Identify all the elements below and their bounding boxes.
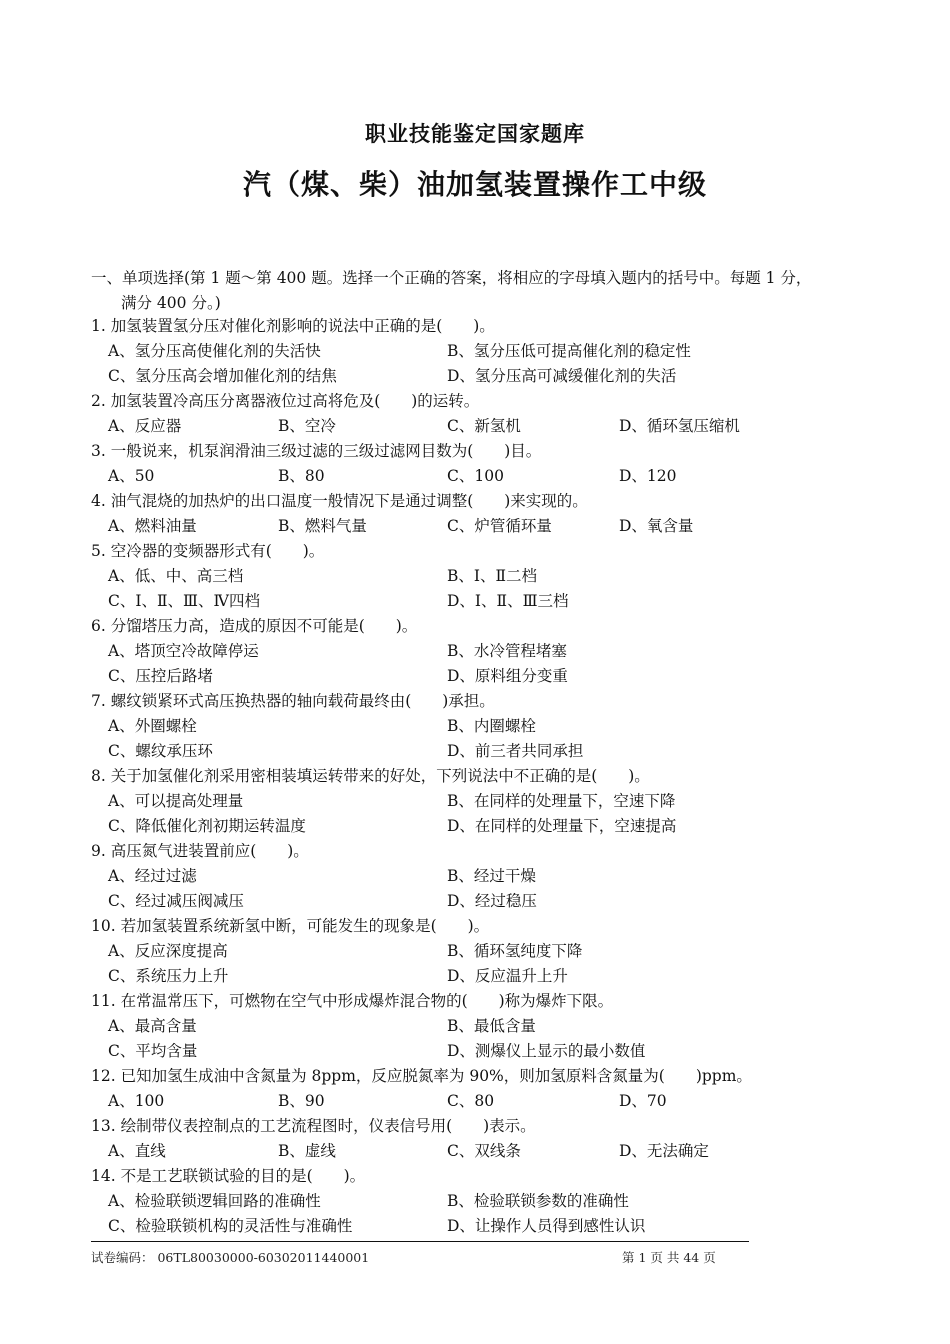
option-c: C、系统压力上升 <box>108 967 229 985</box>
options-row <box>91 339 881 364</box>
options-row <box>91 364 881 389</box>
option-b: B、80 <box>278 467 325 485</box>
question-stem: 3. 一般说来，机泵润滑油三级过滤的三级过滤网目数为( )目。 <box>91 442 542 460</box>
options-row <box>91 964 881 989</box>
option-c: C、80 <box>447 1092 495 1110</box>
option-d: D、循环氢压缩机 <box>619 417 740 435</box>
section-instructions-line1: 一、单项选择(第 1 题～第 400 题。选择一个正确的答案，将相应的字母填入题内的括号中。每题 1 分， <box>91 269 812 287</box>
section-instructions-line2: 满分 400 分。) <box>121 294 221 312</box>
option-c: C、新氢机 <box>447 417 521 435</box>
options-row <box>91 889 881 914</box>
option-b: B、最低含量 <box>447 1017 536 1035</box>
question-stem: 10. 若加氢装置系统新氢中断，可能发生的现象是( )。 <box>91 917 490 935</box>
option-a: A、氢分压高使催化剂的失活快 <box>108 342 321 360</box>
option-d: D、氧含量 <box>619 517 694 535</box>
option-b: B、空冷 <box>278 417 336 435</box>
option-c: C、100 <box>447 467 504 485</box>
options-row <box>91 714 881 739</box>
option-c: C、压控后路堵 <box>108 667 213 685</box>
option-d: D、在同样的处理量下，空速提高 <box>447 817 677 835</box>
options-row <box>91 639 881 664</box>
option-d: D、氢分压高可减缓催化剂的失活 <box>447 367 677 385</box>
option-c: C、炉管循环量 <box>447 517 552 535</box>
option-b: B、虚线 <box>278 1142 336 1160</box>
option-d: D、120 <box>619 467 677 485</box>
option-a: A、外圈螺栓 <box>108 717 197 735</box>
options-row <box>91 664 881 689</box>
section-instructions <box>91 266 866 316</box>
question-list <box>91 314 881 1239</box>
document-title: 职业技能鉴定国家题库 <box>365 122 585 146</box>
options-row <box>91 414 881 439</box>
question-stem: 5. 空冷器的变频器形式有( )。 <box>91 542 325 560</box>
option-b: B、检验联锁参数的准确性 <box>447 1192 629 1210</box>
question-stem: 7. 螺纹锁紧环式高压换热器的轴向载荷最终由( )承担。 <box>91 692 495 710</box>
options-row <box>91 1014 881 1039</box>
option-c: C、检验联锁机构的灵活性与准确性 <box>108 1217 353 1235</box>
option-c: C、双线条 <box>447 1142 521 1160</box>
options-row <box>91 1214 881 1239</box>
option-d: D、前三者共同承担 <box>447 742 584 760</box>
option-d: D、Ⅰ、Ⅱ、Ⅲ三档 <box>447 592 569 610</box>
options-row <box>91 464 881 489</box>
option-c: C、螺纹承压环 <box>108 742 213 760</box>
option-a: A、检验联锁逻辑回路的准确性 <box>108 1192 321 1210</box>
options-row <box>91 1089 881 1114</box>
option-d: D、原料组分变重 <box>447 667 568 685</box>
question-stem: 6. 分馏塔压力高，造成的原因不可能是( )。 <box>91 617 418 635</box>
options-row <box>91 739 881 764</box>
options-row <box>91 1189 881 1214</box>
options-row <box>91 789 881 814</box>
question-stem: 13. 绘制带仪表控制点的工艺流程图时，仪表信号用( )表示。 <box>91 1117 536 1135</box>
option-b: B、燃料气量 <box>278 517 367 535</box>
options-row <box>91 514 881 539</box>
option-d: D、70 <box>619 1092 667 1110</box>
option-d: D、测爆仪上显示的最小数值 <box>447 1042 646 1060</box>
option-a: A、直线 <box>108 1142 166 1160</box>
options-row <box>91 1139 881 1164</box>
option-a: A、低、中、高三档 <box>108 567 244 585</box>
option-c: C、氢分压高会增加催化剂的结焦 <box>108 367 337 385</box>
options-row <box>91 589 881 614</box>
exam-code: 试卷编码： 06TL80030000-60302011440001 <box>91 1250 370 1265</box>
option-d: D、经过稳压 <box>447 892 537 910</box>
footer-divider <box>91 1241 749 1242</box>
option-d: D、让操作人员得到感性认识 <box>447 1217 646 1235</box>
question-stem: 12. 已知加氢生成油中含氮量为 8ppm，反应脱氮率为 90%，则加氢原料含氮量为( )ppm。 <box>91 1067 752 1085</box>
option-a: A、100 <box>108 1092 165 1110</box>
option-c: C、Ⅰ、Ⅱ、Ⅲ、Ⅳ四档 <box>108 592 260 610</box>
option-a: A、燃料油量 <box>108 517 197 535</box>
page-number: 第 1 页 共 44 页 <box>622 1250 716 1265</box>
question-stem: 8. 关于加氢催化剂采用密相装填运转带来的好处，下列说法中不正确的是( )。 <box>91 767 650 785</box>
option-d: D、反应温升上升 <box>447 967 568 985</box>
option-b: B、循环氢纯度下降 <box>447 942 583 960</box>
option-b: B、内圈螺栓 <box>447 717 536 735</box>
question-stem: 4. 油气混烧的加热炉的出口温度一般情况下是通过调整( )来实现的。 <box>91 492 588 510</box>
option-a: A、反应深度提高 <box>108 942 228 960</box>
option-b: B、90 <box>278 1092 325 1110</box>
option-b: B、经过干燥 <box>447 867 536 885</box>
question-stem: 9. 高压氮气进装置前应( )。 <box>91 842 309 860</box>
options-row <box>91 864 881 889</box>
question-stem: 11. 在常温常压下，可燃物在空气中形成爆炸混合物的( )称为爆炸下限。 <box>91 992 614 1010</box>
question-stem: 1. 加氢装置氢分压对催化剂影响的说法中正确的是( )。 <box>91 317 495 335</box>
option-a: A、经过过滤 <box>108 867 197 885</box>
option-b: B、Ⅰ、Ⅱ二档 <box>447 567 538 585</box>
options-row <box>91 564 881 589</box>
option-a: A、塔顶空冷故障停运 <box>108 642 259 660</box>
option-a: A、50 <box>108 467 155 485</box>
option-a: A、可以提高处理量 <box>108 792 244 810</box>
option-a: A、最高含量 <box>108 1017 197 1035</box>
document-subtitle: 汽（煤、柴）油加氢装置操作工中级 <box>242 168 707 201</box>
question-stem: 14. 不是工艺联锁试验的目的是( )。 <box>91 1167 366 1185</box>
options-row <box>91 939 881 964</box>
option-a: A、反应器 <box>108 417 182 435</box>
option-b: B、水冷管程堵塞 <box>447 642 567 660</box>
question-stem: 2. 加氢装置冷高压分离器液位过高将危及( )的运转。 <box>91 392 480 410</box>
options-row <box>91 814 881 839</box>
option-d: D、无法确定 <box>619 1142 709 1160</box>
options-row <box>91 1039 881 1064</box>
option-b: B、氢分压低可提高催化剂的稳定性 <box>447 342 691 360</box>
option-c: C、经过减压阀减压 <box>108 892 244 910</box>
option-c: C、平均含量 <box>108 1042 198 1060</box>
option-c: C、降低催化剂初期运转温度 <box>108 817 306 835</box>
option-b: B、在同样的处理量下，空速下降 <box>447 792 676 810</box>
